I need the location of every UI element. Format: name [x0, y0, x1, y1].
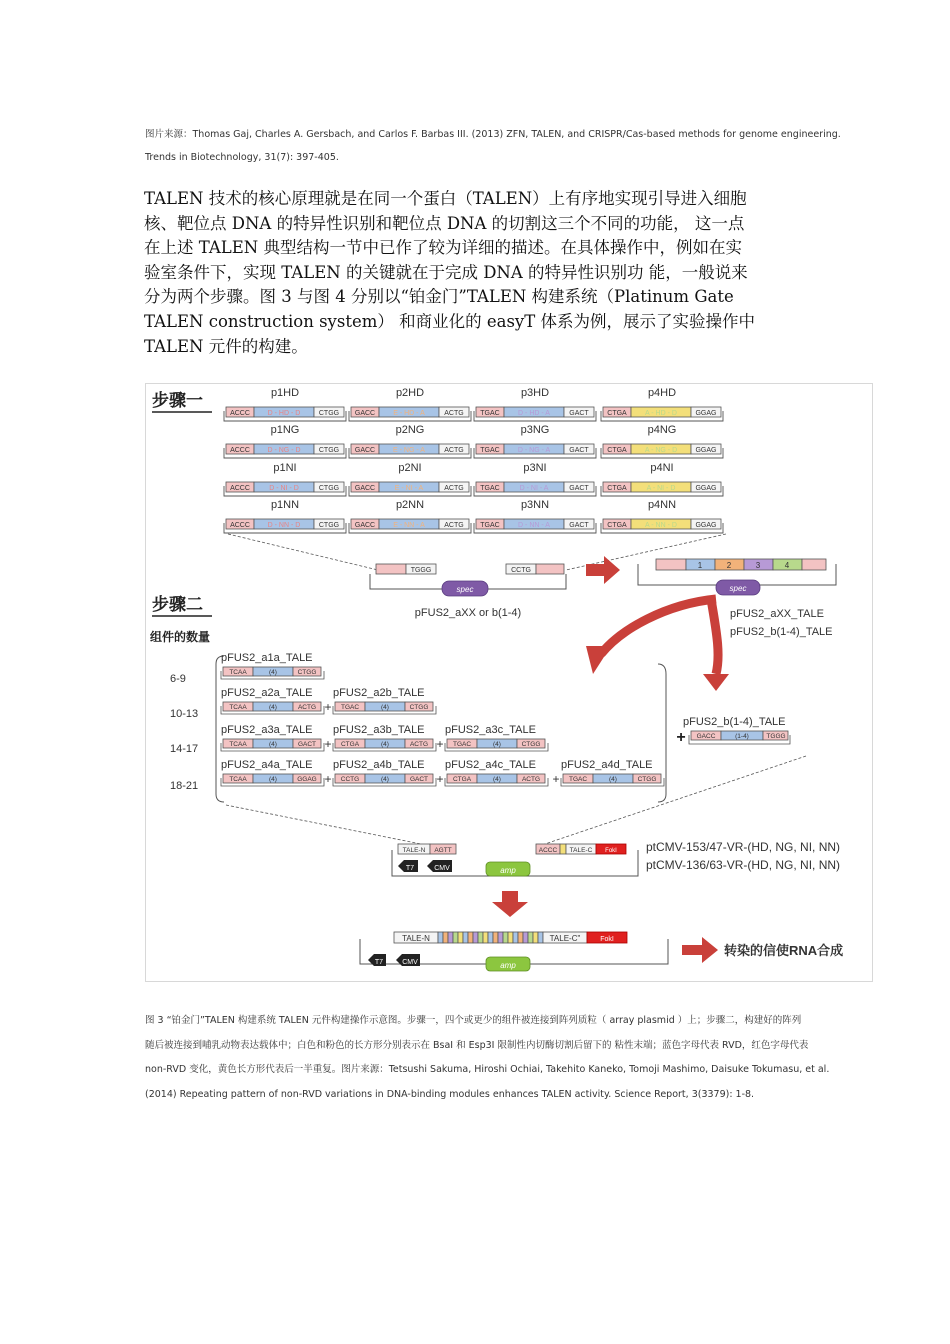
module-rvd: D - NN - D	[267, 522, 301, 529]
component-left-cap-text: TGAC	[340, 704, 360, 711]
final-repeat-bar	[528, 932, 533, 943]
b-component-name: pFUS2_b(1-4)_TALE	[683, 716, 786, 728]
array-module-number: 1	[697, 561, 703, 570]
module-rvd: D - HD - A	[518, 410, 550, 417]
figure-caption-line: 图 3 “铂金门”TALEN 构建系统 TALEN 元件构建操作示意图。步骤一，四个或更少的组件被连接到阵列质粒（ array plasmid ）上；步骤二，构建好的阵列	[145, 1015, 802, 1026]
component-core-text: (4)	[269, 669, 277, 676]
module-right-cap-text: GACT	[569, 447, 589, 454]
final-cmv-text: CMV	[402, 959, 418, 966]
module-left-cap-text: CTGA	[607, 447, 627, 454]
module-left-cap-text: ACCC	[230, 485, 250, 492]
module-name: p4HD	[647, 387, 677, 399]
component-left-cap-text: CCTG	[340, 776, 360, 783]
final-repeat-bar	[508, 932, 513, 943]
arrow-down	[492, 891, 528, 917]
final-repeat-bar	[458, 932, 463, 943]
module-right-cap-text: CTGG	[318, 447, 340, 454]
curve-arrow-left-head	[586, 646, 611, 674]
final-repeat-bar	[488, 932, 493, 943]
module-right-cap-text: CTGG	[318, 410, 340, 417]
component-left-cap-text: TGAC	[452, 741, 472, 748]
module-rvd: E - NG - A	[393, 447, 425, 454]
component-right-cap-text: CTGG	[637, 776, 657, 783]
module-left-cap-text: TGAC	[480, 410, 500, 417]
module-name: p3NG	[520, 424, 550, 436]
arrow-right	[586, 556, 620, 584]
body-line: 核、靶位点 DNA 的特异性识别和靶位点 DNA 的切割这三个不同的功能， 这一点	[144, 213, 745, 233]
component-left-cap-text: CTGA	[452, 776, 472, 783]
component-name: pFUS2_a4a_TALE	[221, 759, 313, 771]
module-name: p3NI	[523, 462, 547, 474]
body-line: 在上述 TALEN 典型结构一节中已作了较为详细的描述。在具体操作中，例如在实	[144, 238, 742, 258]
final-repeat-bar	[478, 932, 483, 943]
module-left-cap-text: ACCC	[230, 522, 250, 529]
final-amp-text: amp	[500, 961, 516, 970]
final-repeat-bar	[483, 932, 488, 943]
array-module-number: 4	[784, 561, 790, 570]
module-rvd: D - HD - D	[267, 410, 301, 417]
component-name: pFUS2_a3b_TALE	[333, 724, 425, 736]
final-repeat-bar	[533, 932, 538, 943]
array-right-cap	[802, 559, 826, 570]
vector-right-cap-text: CCTG	[511, 567, 531, 574]
component-right-cap-text: GACT	[297, 741, 317, 748]
dest-dash-left	[226, 805, 436, 847]
cmv-promoter-text: CMV	[434, 865, 450, 872]
module-right-cap-text: GGAG	[695, 410, 717, 417]
component-right-cap-text: ACTG	[297, 704, 317, 711]
module-left-cap-text: CTGA	[607, 522, 627, 529]
component-right-cap-text: CTGG	[409, 704, 429, 711]
component-left-cap-text: CTGA	[340, 741, 360, 748]
component-count: 10-13	[170, 708, 199, 720]
component-name: pFUS2_a4c_TALE	[445, 759, 536, 771]
final-repeat-bar	[503, 932, 508, 943]
plus-sign: +	[324, 772, 332, 786]
module-rvd: E - NN - A	[393, 522, 425, 529]
module-right-cap-text: CTGG	[318, 485, 340, 492]
dest-fok-text: FokI	[605, 848, 617, 854]
component-left-cap-text: TCAA	[229, 741, 247, 748]
module-left-cap-text: TGAC	[480, 485, 500, 492]
array-label-a: pFUS2_aXX_TALE	[730, 608, 824, 620]
module-rvd: A - NG - D	[644, 447, 678, 454]
assembly-dash-left	[228, 534, 378, 570]
vector-label: pFUS2_aXX or b(1-4)	[414, 607, 522, 619]
component-left-cap-text: TCAA	[229, 776, 247, 783]
component-core-text: (4)	[381, 704, 389, 711]
b-left-cap-text: GACC	[696, 733, 716, 740]
figure-diagram	[146, 384, 872, 981]
arrow-right-final	[682, 937, 718, 963]
body-line: TALEN construction system） 和商业化的 easyT 体系为例，展示了实验操作中	[144, 311, 755, 331]
b-plus-sign: +	[676, 729, 686, 746]
module-left-cap-text: TGAC	[480, 522, 500, 529]
final-repeat-bar	[538, 932, 543, 943]
module-rvd: A - NI - D	[646, 485, 676, 492]
component-left-cap-text: TCAA	[229, 669, 247, 676]
array-module-number: 2	[726, 561, 732, 570]
curve-arrow-left	[601, 599, 716, 654]
body-paragraph	[144, 187, 814, 359]
figure-caption	[145, 1009, 830, 1107]
final-t7-text: T7	[374, 959, 384, 966]
body-line: TALEN 元件的构建。	[144, 336, 308, 356]
component-core-text: (4)	[381, 741, 389, 748]
dest-tale-c-text: TALE-C	[569, 847, 593, 854]
final-repeat-bar	[453, 932, 458, 943]
final-repeat-bar	[468, 932, 473, 943]
plus-sign: +	[436, 772, 444, 786]
module-name: p1HD	[270, 387, 300, 399]
final-repeat-bar	[518, 932, 523, 943]
source-citation-line-1: 图片来源：Thomas Gaj, Charles A. Gersbach, and Carlos F. Barbas III. (2013) ZFN, TALEN, and CRISPR/Cas-based methods for genome engineering.	[145, 129, 841, 140]
source-citation-line-2: Trends in Biotechnology, 31(7): 397-405.	[145, 152, 339, 163]
body-line: 验室条件下，实现 TALEN 的关键就在于完成 DNA 的特异性识别功 能，一般说来	[144, 262, 748, 282]
component-core-text: (4)	[269, 704, 277, 711]
module-rvd: A - NN - D	[645, 522, 677, 529]
final-fok-text: FokI	[600, 936, 614, 943]
component-core-text: (4)	[493, 776, 501, 783]
step-one-label: 步骤一	[152, 391, 203, 410]
module-rvd: A - HD - D	[645, 410, 677, 417]
component-core-text: (4)	[269, 741, 277, 748]
module-right-cap-text: GGAG	[695, 447, 717, 454]
component-name: pFUS2_a1a_TALE	[221, 652, 313, 664]
module-rvd: E - HD - A	[393, 410, 425, 417]
curve-arrow-down-head	[703, 674, 729, 691]
module-rvd: D - NI - A	[519, 485, 549, 492]
module-right-cap-text: GACT	[569, 410, 589, 417]
component-count: 6-9	[170, 673, 186, 685]
t7-promoter-text: T7	[405, 865, 415, 872]
dest-tale-n-text: TALE-N	[402, 847, 426, 854]
module-name: p4NN	[647, 499, 677, 511]
final-repeat-bar	[498, 932, 503, 943]
module-right-cap-text: ACTG	[444, 410, 464, 417]
module-rvd: D - NG - D	[267, 447, 301, 454]
component-name: pFUS2_a4b_TALE	[333, 759, 425, 771]
component-name: pFUS2_a2b_TALE	[333, 687, 425, 699]
step-two-label: 步骤二	[152, 595, 203, 614]
module-name: p2NG	[395, 424, 425, 436]
dest-label-2: ptCMV-136/63-VR-(HD, NG, NI, NN)	[646, 858, 841, 872]
array-spec-text: spec	[729, 584, 747, 593]
module-name: p1NG	[270, 424, 300, 436]
component-right-cap-text: GACT	[409, 776, 429, 783]
figure-caption-line: non-RVD 变化，黄色长方形代表后一半重复。图片来源：Tetsushi Sakuma, Hiroshi Ochiai, Takehito Kaneko, Tomoji Mashimo, Daisuke Tokumasu, et al.	[145, 1064, 830, 1075]
platinum-gate-figure	[145, 383, 873, 982]
final-tale-c-text: TALE-C"	[549, 934, 581, 943]
component-right-cap-text: ACTG	[409, 741, 429, 748]
module-left-cap-text: TGAC	[480, 447, 500, 454]
spec-marker-text: spec	[456, 585, 474, 594]
module-right-cap-text: GACT	[569, 522, 589, 529]
module-left-cap-text: CTGA	[607, 485, 627, 492]
dest-yellow-half	[560, 844, 566, 854]
module-left-cap-text: CTGA	[607, 410, 627, 417]
final-repeat-bar	[523, 932, 528, 943]
component-name: pFUS2_a4d_TALE	[561, 759, 653, 771]
module-left-cap-text: ACCC	[230, 447, 250, 454]
plus-sign: +	[324, 700, 332, 714]
plus-sign: +	[436, 737, 444, 751]
module-left-cap-text: GACC	[354, 485, 376, 492]
final-repeat-bar	[443, 932, 448, 943]
module-left-cap-text: GACC	[354, 447, 376, 454]
module-right-cap-text: GACT	[569, 485, 589, 492]
component-right-cap-text: GGAG	[297, 776, 317, 783]
module-name: p2HD	[395, 387, 425, 399]
module-left-cap-text: GACC	[354, 410, 376, 417]
final-label: 转染的信使RNA合成	[724, 943, 844, 958]
figure-caption-line: 随后被连接到哺乳动物表达载体中；白色和粉色的长方形分别表示在 BsaI 和 Esp3I 限制性内切酶切割后留下的 粘性末端；蓝色字母代表 RVD，红色字母代表	[145, 1039, 809, 1051]
module-right-cap-text: ACTG	[444, 522, 464, 529]
vector-left-cap-pink	[376, 564, 406, 574]
component-core-text: (4)	[609, 776, 617, 783]
module-rvd: D - NN - A	[518, 522, 550, 529]
vector-left-cap-text: TGGG	[410, 567, 432, 574]
component-core-text: (4)	[269, 776, 277, 783]
b-right-cap-text: TGGG	[766, 733, 786, 740]
dest-label-1: ptCMV-153/47-VR-(HD, NG, NI, NN)	[646, 840, 841, 854]
final-repeat-bar	[513, 932, 518, 943]
component-right-cap-text: CTGG	[521, 741, 541, 748]
final-repeat-bar	[448, 932, 453, 943]
module-left-cap-text: ACCC	[230, 410, 250, 417]
body-line: TALEN 技术的核心原理就是在同一个蛋白（TALEN）上有序地实现引导进入细胞	[144, 189, 747, 208]
module-name: p2NI	[398, 462, 422, 474]
module-name: p1NN	[270, 499, 300, 511]
component-left-cap-text: TGAC	[568, 776, 588, 783]
final-repeat-bar	[473, 932, 478, 943]
component-right-cap-text: CTGG	[297, 669, 317, 676]
component-right-cap-text: ACTG	[521, 776, 541, 783]
module-right-cap-text: CTGG	[318, 522, 340, 529]
component-core-text: (4)	[381, 776, 389, 783]
component-count: 14-17	[170, 743, 199, 755]
module-name: p3NN	[520, 499, 550, 511]
module-name: p3HD	[520, 387, 550, 399]
curve-arrow-down	[711, 599, 718, 674]
final-repeat-bar	[463, 932, 468, 943]
dest-accc-text: ACCC	[538, 847, 558, 854]
component-name: pFUS2_a3a_TALE	[221, 724, 313, 736]
plus-sign: +	[552, 772, 560, 786]
array-left-cap	[656, 559, 686, 570]
dest-agtt-text: AGTT	[434, 847, 452, 854]
module-right-cap-text: ACTG	[444, 447, 464, 454]
module-name: p1NI	[273, 462, 297, 474]
component-name: pFUS2_a2a_TALE	[221, 687, 313, 699]
b-core-text: (1-4)	[735, 733, 749, 740]
module-name: p4NG	[647, 424, 677, 436]
module-right-cap-text: ACTG	[444, 485, 464, 492]
plus-sign: +	[324, 737, 332, 751]
vector-right-cap-pink	[536, 564, 564, 574]
module-name: p4NI	[650, 462, 674, 474]
module-right-cap-text: GGAG	[695, 485, 717, 492]
module-rvd: D - NI - D	[269, 485, 299, 492]
component-core-text: (4)	[493, 741, 501, 748]
component-left-cap-text: TCAA	[229, 704, 247, 711]
module-rvd: D - NG - A	[517, 447, 551, 454]
final-repeat-bar	[493, 932, 498, 943]
array-module-number: 3	[755, 561, 761, 570]
component-count: 18-21	[170, 780, 199, 792]
module-right-cap-text: GGAG	[695, 522, 717, 529]
array-label-b: pFUS2_b(1-4)_TALE	[730, 626, 833, 638]
module-left-cap-text: GACC	[354, 522, 376, 529]
component-name: pFUS2_a3c_TALE	[445, 724, 536, 736]
component-count-label: 组件的数量	[150, 630, 211, 644]
body-line: 分为两个步骤。图 3 与图 4 分别以“铂金门”TALEN 构建系统（Platinum Gate	[144, 287, 734, 307]
module-rvd: E - NI - A	[394, 485, 424, 492]
amp-marker-text: amp	[500, 866, 516, 875]
final-tale-n-text: TALE-N	[402, 934, 430, 943]
final-repeat-bar	[438, 932, 443, 943]
module-name: p2NN	[395, 499, 425, 511]
figure-caption-line: (2014) Repeating pattern of non-RVD variations in DNA-binding modules enhances TALEN activity. Science Report, 3(3379): 1-8.	[145, 1088, 755, 1100]
